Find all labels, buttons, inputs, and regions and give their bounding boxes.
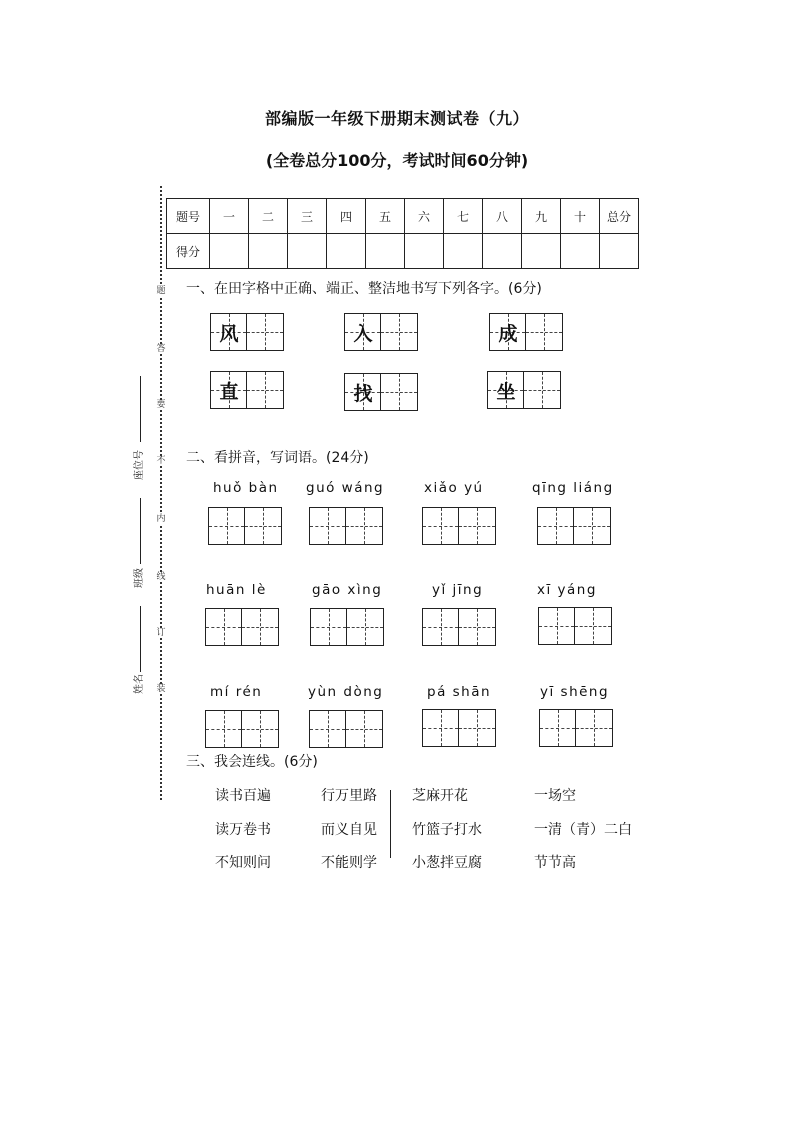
name-label: 姓名 [134, 674, 145, 694]
score-cell[interactable] [405, 234, 444, 269]
answer-box[interactable] [422, 709, 496, 747]
match-item-left-b[interactable]: 不能则学 [321, 855, 377, 871]
write-cell[interactable] [574, 508, 610, 544]
write-cell[interactable] [311, 609, 347, 645]
tianzige-box[interactable] [487, 371, 561, 409]
binding-char: 题 [156, 286, 166, 296]
match-item-right-a[interactable]: 竹篮子打水 [412, 822, 482, 838]
question-number: 三 [288, 199, 327, 234]
match-item-right-b[interactable]: 一清（青）二白 [534, 822, 632, 838]
write-cell[interactable] [346, 711, 382, 747]
write-cell[interactable] [247, 314, 283, 350]
pinyin-label: yǐ jīng [432, 582, 484, 598]
score-cell[interactable] [210, 234, 249, 269]
write-cell[interactable] [206, 711, 242, 747]
total-label: 总分 [600, 199, 639, 234]
match-item-left-a[interactable]: 不知则问 [215, 855, 271, 871]
write-cell[interactable] [423, 508, 459, 544]
write-cell[interactable] [206, 609, 242, 645]
match-item-left-b[interactable]: 而义自见 [321, 822, 377, 838]
write-cell[interactable] [381, 314, 417, 350]
match-item-right-b[interactable]: 一场空 [534, 788, 576, 804]
write-cell[interactable] [242, 609, 278, 645]
question-number: 九 [522, 199, 561, 234]
model-char: 风 [219, 322, 239, 345]
model-char: 入 [353, 322, 373, 345]
pinyin-label: guó wáng [306, 480, 385, 496]
question-number: 四 [327, 199, 366, 234]
class-line[interactable] [140, 498, 141, 564]
score-cell[interactable] [366, 234, 405, 269]
seat-number-label: 座位号 [134, 450, 145, 480]
write-cell[interactable] [423, 609, 459, 645]
model-char: 直 [219, 380, 239, 403]
write-cell[interactable] [459, 710, 495, 746]
page-subtitle: (全卷总分100分，考试时间60分钟) [265, 151, 529, 170]
pinyin-label: huǒ bàn [213, 480, 279, 496]
binding-char: 要 [156, 400, 166, 410]
score-cell[interactable] [561, 234, 600, 269]
answer-box[interactable] [205, 710, 279, 748]
write-cell[interactable] [381, 374, 417, 410]
write-cell[interactable] [524, 372, 560, 408]
write-cell[interactable] [209, 508, 245, 544]
answer-box[interactable] [208, 507, 282, 545]
name-line[interactable] [140, 606, 141, 672]
column-divider [390, 790, 391, 858]
write-cell[interactable] [247, 372, 283, 408]
section-3-heading: 三、我会连线。(6分) [186, 751, 322, 771]
total-score-cell[interactable] [600, 234, 639, 269]
binding-char: 装 [156, 684, 166, 694]
score-cell[interactable] [522, 234, 561, 269]
score-cell[interactable] [249, 234, 288, 269]
question-number: 二 [249, 199, 288, 234]
question-number-label: 题号 [167, 199, 210, 234]
match-item-right-b[interactable]: 节节高 [534, 855, 576, 871]
match-item-left-b[interactable]: 行万里路 [321, 788, 377, 804]
write-cell[interactable] [459, 609, 495, 645]
score-row [167, 234, 639, 269]
question-number-row [167, 199, 639, 234]
question-number: 十 [561, 199, 600, 234]
write-cell[interactable] [459, 508, 495, 544]
score-cell[interactable] [288, 234, 327, 269]
match-item-right-a[interactable]: 小葱拌豆腐 [412, 855, 482, 871]
answer-box[interactable] [538, 607, 612, 645]
question-number: 六 [405, 199, 444, 234]
pinyin-label: xī yáng [537, 582, 597, 598]
answer-box[interactable] [422, 507, 496, 545]
write-cell[interactable] [576, 710, 612, 746]
write-cell[interactable] [423, 710, 459, 746]
write-cell[interactable] [245, 508, 281, 544]
question-number: 八 [483, 199, 522, 234]
score-table [166, 198, 639, 269]
model-char: 成 [498, 322, 518, 345]
question-number: 五 [366, 199, 405, 234]
pinyin-label: yī shēng [540, 684, 610, 700]
section-1-heading: 一、在田字格中正确、端正、整洁地书写下列各字。(6分) [186, 281, 542, 297]
pinyin-label: gāo xìng [312, 582, 383, 598]
pinyin-label: qīng liáng [532, 480, 614, 496]
question-number: 一 [210, 199, 249, 234]
section-2-heading: 二、看拼音，写词语。(24分) [186, 450, 369, 466]
seat-number-line[interactable] [140, 376, 141, 442]
score-cell[interactable] [483, 234, 522, 269]
write-cell[interactable] [346, 508, 382, 544]
write-cell[interactable] [575, 608, 611, 644]
tianzige-box[interactable] [489, 313, 563, 351]
match-item-left-a[interactable]: 读书百遍 [215, 788, 271, 804]
model-char: 坐 [496, 380, 516, 403]
match-item-right-a[interactable]: 芝麻开花 [412, 788, 468, 804]
tianzige-box[interactable] [210, 313, 284, 351]
pinyin-label: mí rén [210, 684, 263, 700]
answer-box[interactable] [537, 507, 611, 545]
binding-char: 答 [156, 344, 166, 354]
score-cell[interactable] [444, 234, 483, 269]
match-item-left-a[interactable]: 读万卷书 [215, 822, 271, 838]
write-cell[interactable] [540, 710, 576, 746]
answer-box[interactable] [422, 608, 496, 646]
write-cell[interactable] [310, 508, 346, 544]
answer-box[interactable] [539, 709, 613, 747]
write-cell[interactable] [347, 609, 383, 645]
page-title: 部编版一年级下册期末测试卷（九） [264, 109, 529, 128]
answer-box[interactable] [309, 507, 383, 545]
write-cell[interactable] [539, 608, 575, 644]
pinyin-label: xiǎo yú [424, 480, 484, 496]
pinyin-label: huān lè [206, 582, 267, 598]
write-cell[interactable] [242, 711, 278, 747]
pinyin-label: pá shān [427, 684, 492, 700]
write-cell[interactable] [526, 314, 562, 350]
score-cell[interactable] [327, 234, 366, 269]
class-label: 班级 [134, 568, 145, 588]
write-cell[interactable] [538, 508, 574, 544]
binding-dotted-line [160, 186, 162, 800]
tianzige-box[interactable] [210, 371, 284, 409]
pinyin-label: yùn dòng [308, 684, 384, 700]
binding-char: 不 [156, 456, 166, 466]
answer-box[interactable] [310, 608, 384, 646]
score-label: 得分 [167, 234, 210, 269]
question-number: 七 [444, 199, 483, 234]
binding-char: 内 [156, 514, 166, 524]
tianzige-box[interactable] [344, 313, 418, 351]
binding-char: 线 [156, 572, 166, 582]
answer-box[interactable] [205, 608, 279, 646]
model-char: 找 [353, 382, 373, 405]
tianzige-box[interactable] [344, 373, 418, 411]
write-cell[interactable] [310, 711, 346, 747]
answer-box[interactable] [309, 710, 383, 748]
binding-char: 订 [156, 628, 166, 638]
